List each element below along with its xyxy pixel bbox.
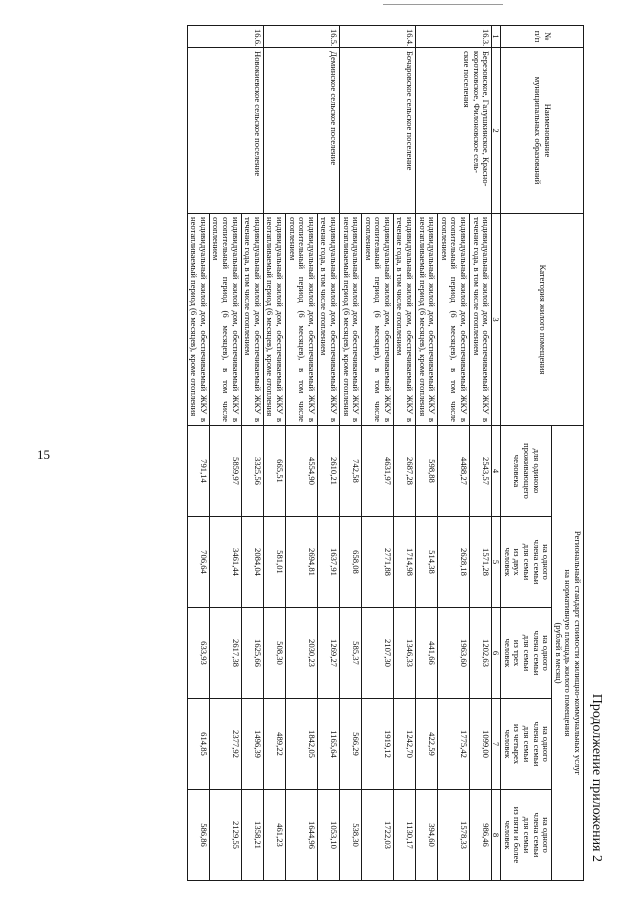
category-cell: индивидуальный жилой дом, обеспечиваемый ЖКУ в отопительный период (6 месяцев), в том числе отоплением [362, 214, 394, 426]
value-cell: 566,29 [339, 699, 361, 790]
value-cell: 538,30 [339, 790, 361, 881]
value-cell: 1842,05 [285, 699, 317, 790]
value-cell: 2771,88 [362, 517, 394, 608]
municipality-name-text: Деминское сельское поселение [328, 51, 339, 166]
value-cell: 2617,38 [209, 608, 241, 699]
row-number: 16.3. [416, 26, 492, 48]
value-cell: 4631,97 [362, 426, 394, 517]
table-row [317, 26, 339, 881]
value-cell: 1919,12 [362, 699, 394, 790]
value-cell: 1358,21 [241, 790, 263, 881]
value-cell: 4554,90 [285, 426, 317, 517]
top-rule [383, 0, 503, 5]
column-index: 7 [492, 699, 501, 790]
value-cell: 514,38 [416, 517, 438, 608]
value-cell: 394,60 [416, 790, 438, 881]
value-cell: 1578,33 [438, 790, 470, 881]
value-cell: 422,59 [416, 699, 438, 790]
municipality-name [416, 48, 492, 214]
category-cell: индивидуальный жилой дом, обеспечиваемый ЖКУ в отопительный период (6 месяцев), в том числе отоплением [285, 214, 317, 426]
value-cell: 1053,10 [317, 790, 339, 881]
value-cell: 1775,42 [438, 699, 470, 790]
category-cell: индивидуальный жилой дом, обеспечиваемый ЖКУ в неотапливаемый период (6 месяцев), кроме отопления [339, 214, 361, 426]
header-municipality [501, 48, 584, 214]
value-cell: 1242,70 [393, 699, 415, 790]
value-cell: 1269,27 [317, 608, 339, 699]
value-cell: 1722,03 [362, 790, 394, 881]
header-col-2-text: на одного члена семьи для семьи из двух человек [502, 539, 552, 585]
header-col-4 [501, 699, 552, 790]
header-col-5-text: на одного члена семьи для семьи из пяти и более человек [502, 806, 552, 864]
value-cell: 1625,66 [241, 608, 263, 699]
header-col-2 [501, 517, 552, 608]
value-cell: 5859,97 [209, 426, 241, 517]
header-category-text: Категория жилого помещения [537, 264, 548, 375]
value-cell: 1346,33 [393, 608, 415, 699]
row-number: 16.4. [339, 26, 415, 48]
value-cell: 441,66 [416, 608, 438, 699]
column-index: 8 [492, 790, 501, 881]
value-cell: 791,14 [187, 426, 209, 517]
header-standard-text: Региональный стандарт стоимости жилищно-коммунальных услуг на нормативную площадь жилого помещения (рублей в месяц) [553, 530, 583, 776]
municipality-name [263, 48, 339, 214]
table-row [241, 26, 263, 881]
header-col-3-text: на одного члена семьи для семьи из трех человек [502, 630, 552, 676]
value-cell: 586,86 [187, 790, 209, 881]
value-cell: 1130,17 [393, 790, 415, 881]
header-col-5 [501, 790, 552, 881]
header-no-text: № п/п [533, 30, 553, 43]
column-index: 6 [492, 608, 501, 699]
municipality-name [187, 48, 263, 214]
value-cell: 2687,28 [393, 426, 415, 517]
value-cell: 2129,55 [209, 790, 241, 881]
header-row-top [552, 26, 584, 881]
value-cell: 1644,96 [285, 790, 317, 881]
header-category [501, 214, 584, 426]
header-no [501, 26, 584, 48]
municipality-name-text: Бочаровское сельское поселение [405, 51, 416, 171]
header-col-1-text: для одиноко проживающего человека [512, 443, 542, 499]
value-cell: 585,37 [339, 608, 361, 699]
value-cell: 2377,92 [209, 699, 241, 790]
value-cell: 614,85 [187, 699, 209, 790]
municipality-name [339, 48, 415, 214]
value-cell: 4488,27 [438, 426, 470, 517]
value-cell: 1963,60 [438, 608, 470, 699]
value-cell: 598,88 [416, 426, 438, 517]
value-cell: 2084,04 [241, 517, 263, 608]
row-number: 16.5. [263, 26, 339, 48]
value-cell: 508,30 [263, 608, 285, 699]
value-cell: 742,58 [339, 426, 361, 517]
value-cell: 489,22 [263, 699, 285, 790]
value-cell: 1496,39 [241, 699, 263, 790]
value-cell: 461,23 [263, 790, 285, 881]
header-municipality-text: Наименование муниципальных образований [533, 76, 553, 185]
row-number: 16.6. [187, 26, 263, 48]
category-cell: индивидуальный жилой дом, обеспечиваемый ЖКУ в течение года, в том числе отоплением [317, 214, 339, 426]
value-cell: 2628,18 [438, 517, 470, 608]
value-cell: 1165,64 [317, 699, 339, 790]
value-cell: 1202,63 [470, 608, 492, 699]
value-cell: 706,64 [187, 517, 209, 608]
column-index-row [492, 26, 501, 881]
value-cell: 3461,44 [209, 517, 241, 608]
column-index: 5 [492, 517, 501, 608]
value-cell: 2543,57 [470, 426, 492, 517]
category-cell: индивидуальный жилой дом, обеспечиваемый ЖКУ в неотапливаемый период (6 месяцев), кроме отопления [263, 214, 285, 426]
category-cell: индивидуальный жилой дом, обеспечиваемый ЖКУ в течение года, в том числе отоплением [470, 214, 492, 426]
header-col-3 [501, 608, 552, 699]
header-col-4-text: на одного члена семьи для семьи из четырех человек [502, 721, 552, 767]
table-row [470, 26, 492, 881]
table-row [393, 26, 415, 881]
value-cell: 3325,56 [241, 426, 263, 517]
page-number: 15 [37, 447, 50, 462]
value-cell: 1099,00 [470, 699, 492, 790]
category-cell: индивидуальный жилой дом, обеспечиваемый ЖКУ в отопительный период (6 месяцев), в том числе отоплением [209, 214, 241, 426]
value-cell: 665,51 [263, 426, 285, 517]
value-cell: 2107,30 [362, 608, 394, 699]
header-col-1 [501, 426, 552, 517]
column-index: 2 [492, 48, 501, 214]
municipality-name-text: Березовское, Галушкинское, Красно- коротковское, Филоновское сель- ские поселения [462, 51, 492, 187]
category-cell: индивидуальный жилой дом, обеспечиваемый ЖКУ в течение года, в том числе отоплением [393, 214, 415, 426]
category-cell: индивидуальный жилой дом, обеспечиваемый ЖКУ в отопительный период (6 месяцев), в том числе отоплением [438, 214, 470, 426]
value-cell: 1637,91 [317, 517, 339, 608]
category-cell: индивидуальный жилой дом, обеспечиваемый ЖКУ в неотапливаемый период (6 месяцев), кроме отопления [187, 214, 209, 426]
municipality-name-text: Новокиевское сельское поселение [252, 51, 263, 177]
column-index: 1 [492, 26, 501, 48]
category-cell: индивидуальный жилой дом, обеспечиваемый ЖКУ в неотапливаемый период (6 месяцев), кроме отопления [416, 214, 438, 426]
value-cell: 581,01 [263, 517, 285, 608]
continuation-title: Продолжение приложения 2 [589, 693, 604, 862]
column-index: 3 [492, 214, 501, 426]
value-cell: 658,08 [339, 517, 361, 608]
housing-cost-table [187, 25, 584, 881]
value-cell: 1571,28 [470, 517, 492, 608]
rotated-page [135, 25, 604, 880]
value-cell: 2030,23 [285, 608, 317, 699]
value-cell: 2610,21 [317, 426, 339, 517]
column-index: 4 [492, 426, 501, 517]
value-cell: 2694,81 [285, 517, 317, 608]
header-standard [552, 426, 584, 881]
value-cell: 633,93 [187, 608, 209, 699]
value-cell: 1714,98 [393, 517, 415, 608]
category-cell: индивидуальный жилой дом, обеспечиваемый ЖКУ в течение года, в том числе отоплением [241, 214, 263, 426]
value-cell: 986,46 [470, 790, 492, 881]
